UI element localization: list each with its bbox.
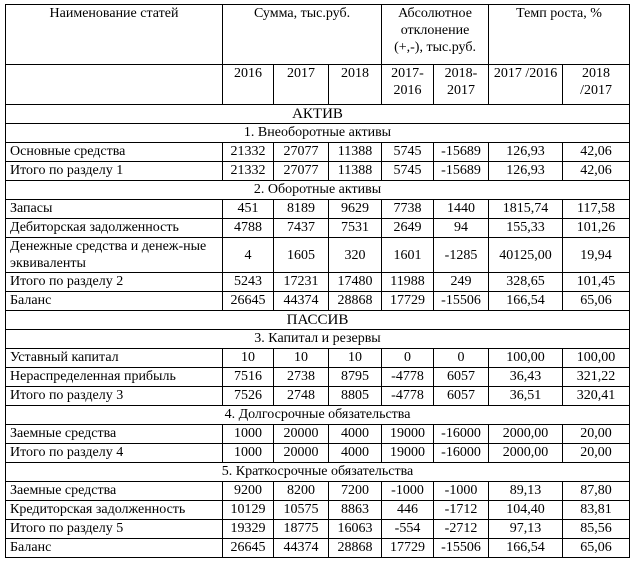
subsection-title: 2. Оборотные активы — [6, 181, 630, 200]
cell-value: 2000,00 — [489, 425, 563, 444]
cell-value: 9200 — [223, 482, 274, 501]
cell-value: 5243 — [223, 273, 274, 292]
cell-value: 2649 — [382, 219, 434, 238]
cell-value: 8795 — [329, 368, 382, 387]
section-title: АКТИВ — [6, 105, 630, 124]
header-name: Наименование статей — [6, 5, 223, 65]
cell-value: 17480 — [329, 273, 382, 292]
cell-value: 166,54 — [489, 539, 563, 558]
cell-value: 10 — [223, 349, 274, 368]
cell-value: 42,06 — [563, 162, 630, 181]
header-sum: Сумма, тыс.руб. — [223, 5, 382, 65]
cell-value: 1440 — [434, 200, 489, 219]
table-row — [6, 219, 630, 238]
header-year: 2016 — [223, 65, 274, 105]
table-row — [6, 501, 630, 520]
table-body — [6, 105, 630, 558]
cell-value: 4000 — [329, 444, 382, 463]
cell-value: 21332 — [223, 162, 274, 181]
header-abs-period: 2017-2016 — [382, 65, 434, 105]
cell-value: 1000 — [223, 444, 274, 463]
subsection-title: 5. Краткосрочные обязательства — [6, 463, 630, 482]
cell-value: 36,43 — [489, 368, 563, 387]
cell-value: 1815,74 — [489, 200, 563, 219]
subsection-title: 1. Внеоборотные активы — [6, 124, 630, 143]
cell-value: -1712 — [434, 501, 489, 520]
cell-value: 0 — [382, 349, 434, 368]
cell-value: 8863 — [329, 501, 382, 520]
cell-value: 8189 — [274, 200, 329, 219]
cell-value: 27077 — [274, 143, 329, 162]
cell-value: -4778 — [382, 387, 434, 406]
section-header-row — [6, 124, 630, 143]
cell-value: 65,06 — [563, 292, 630, 311]
section-header-row — [6, 105, 630, 124]
cell-value: 7437 — [274, 219, 329, 238]
header-abs-period: 2018-2017 — [434, 65, 489, 105]
cell-value: -16000 — [434, 444, 489, 463]
cell-value: 320,41 — [563, 387, 630, 406]
cell-value: 126,93 — [489, 162, 563, 181]
cell-value: 20,00 — [563, 425, 630, 444]
cell-value: 20000 — [274, 444, 329, 463]
cell-value: 8200 — [274, 482, 329, 501]
header-year: 2018 — [329, 65, 382, 105]
cell-value: -16000 — [434, 425, 489, 444]
cell-value: 1605 — [274, 238, 329, 273]
header-growth-rate: Темп роста, % — [489, 5, 630, 65]
cell-value: 85,56 — [563, 520, 630, 539]
section-header-row — [6, 311, 630, 330]
cell-value: 7516 — [223, 368, 274, 387]
cell-value: -1000 — [382, 482, 434, 501]
cell-value: 446 — [382, 501, 434, 520]
cell-value: 17729 — [382, 539, 434, 558]
table-row — [6, 162, 630, 181]
table-row — [6, 368, 630, 387]
cell-value: 19329 — [223, 520, 274, 539]
cell-value: 451 — [223, 200, 274, 219]
cell-value: 27077 — [274, 162, 329, 181]
cell-value: 6057 — [434, 368, 489, 387]
subsection-title: 4. Долгосрочные обязательства — [6, 406, 630, 425]
header-name-empty — [6, 65, 223, 105]
section-header-row — [6, 181, 630, 200]
table-row — [6, 292, 630, 311]
section-header-row — [6, 463, 630, 482]
row-label: Итого по разделу 3 — [6, 387, 223, 406]
cell-value: 320 — [329, 238, 382, 273]
cell-value: 6057 — [434, 387, 489, 406]
cell-value: 100,00 — [489, 349, 563, 368]
row-label: Основные средства — [6, 143, 223, 162]
row-label: Итого по разделу 4 — [6, 444, 223, 463]
cell-value: 5745 — [382, 143, 434, 162]
cell-value: 26645 — [223, 539, 274, 558]
cell-value: -2712 — [434, 520, 489, 539]
cell-value: 7738 — [382, 200, 434, 219]
cell-value: 97,13 — [489, 520, 563, 539]
cell-value: 40125,00 — [489, 238, 563, 273]
table-row — [6, 200, 630, 219]
row-label: Итого по разделу 2 — [6, 273, 223, 292]
section-header-row — [6, 330, 630, 349]
cell-value: -1000 — [434, 482, 489, 501]
cell-value: -15506 — [434, 292, 489, 311]
cell-value: 7531 — [329, 219, 382, 238]
row-label: Уставный капитал — [6, 349, 223, 368]
cell-value: 328,65 — [489, 273, 563, 292]
row-label: Кредиторская задолженность — [6, 501, 223, 520]
cell-value: -554 — [382, 520, 434, 539]
cell-value: 28868 — [329, 539, 382, 558]
row-label: Баланс — [6, 539, 223, 558]
cell-value: 11988 — [382, 273, 434, 292]
cell-value: 249 — [434, 273, 489, 292]
cell-value: 4788 — [223, 219, 274, 238]
cell-value: 7200 — [329, 482, 382, 501]
cell-value: 2748 — [274, 387, 329, 406]
subsection-title: 3. Капитал и резервы — [6, 330, 630, 349]
cell-value: 20000 — [274, 425, 329, 444]
cell-value: 17231 — [274, 273, 329, 292]
cell-value: 7526 — [223, 387, 274, 406]
row-label: Заемные средства — [6, 425, 223, 444]
section-title: ПАССИВ — [6, 311, 630, 330]
table-row — [6, 520, 630, 539]
table-row — [6, 143, 630, 162]
cell-value: 4 — [223, 238, 274, 273]
cell-value: 321,22 — [563, 368, 630, 387]
balance-analysis-table — [5, 4, 630, 558]
cell-value: 19000 — [382, 425, 434, 444]
cell-value: 89,13 — [489, 482, 563, 501]
header-year: 2017 — [274, 65, 329, 105]
cell-value: 2738 — [274, 368, 329, 387]
table-row — [6, 482, 630, 501]
cell-value: 10 — [274, 349, 329, 368]
header-abs-deviation: Абсолютное отклонение (+,-), тыс.руб. — [382, 5, 489, 65]
cell-value: 87,80 — [563, 482, 630, 501]
row-label: Нераспределенная прибыль — [6, 368, 223, 387]
cell-value: 166,54 — [489, 292, 563, 311]
table-row — [6, 273, 630, 292]
section-header-row — [6, 406, 630, 425]
cell-value: 8805 — [329, 387, 382, 406]
cell-value: -1285 — [434, 238, 489, 273]
cell-value: 10 — [329, 349, 382, 368]
cell-value: 0 — [434, 349, 489, 368]
cell-value: 1601 — [382, 238, 434, 273]
cell-value: 4000 — [329, 425, 382, 444]
cell-value: 44374 — [274, 292, 329, 311]
cell-value: 10129 — [223, 501, 274, 520]
cell-value: 17729 — [382, 292, 434, 311]
cell-value: 101,45 — [563, 273, 630, 292]
table-row — [6, 349, 630, 368]
cell-value: 94 — [434, 219, 489, 238]
row-label: Дебиторская задолженность — [6, 219, 223, 238]
table-row — [6, 238, 630, 273]
cell-value: 42,06 — [563, 143, 630, 162]
cell-value: 100,00 — [563, 349, 630, 368]
row-label: Заемные средства — [6, 482, 223, 501]
cell-value: 117,58 — [563, 200, 630, 219]
table-row — [6, 425, 630, 444]
cell-value: -15689 — [434, 143, 489, 162]
cell-value: 101,26 — [563, 219, 630, 238]
row-label: Запасы — [6, 200, 223, 219]
cell-value: 16063 — [329, 520, 382, 539]
cell-value: 1000 — [223, 425, 274, 444]
cell-value: 83,81 — [563, 501, 630, 520]
cell-value: 18775 — [274, 520, 329, 539]
row-label: Итого по разделу 5 — [6, 520, 223, 539]
cell-value: -4778 — [382, 368, 434, 387]
cell-value: 155,33 — [489, 219, 563, 238]
table-row — [6, 387, 630, 406]
cell-value: 10575 — [274, 501, 329, 520]
cell-value: 2000,00 — [489, 444, 563, 463]
cell-value: 104,40 — [489, 501, 563, 520]
cell-value: 44374 — [274, 539, 329, 558]
cell-value: 26645 — [223, 292, 274, 311]
header-growth-period: 2018 /2017 — [563, 65, 630, 105]
row-label: Денежные средства и денеж-ные эквиваленты — [6, 238, 223, 273]
cell-value: 126,93 — [489, 143, 563, 162]
cell-value: 5745 — [382, 162, 434, 181]
cell-value: 28868 — [329, 292, 382, 311]
table-row — [6, 539, 630, 558]
cell-value: 21332 — [223, 143, 274, 162]
table-row — [6, 444, 630, 463]
cell-value: 11388 — [329, 143, 382, 162]
cell-value: 9629 — [329, 200, 382, 219]
row-label: Итого по разделу 1 — [6, 162, 223, 181]
cell-value: 20,00 — [563, 444, 630, 463]
cell-value: 19000 — [382, 444, 434, 463]
cell-value: 19,94 — [563, 238, 630, 273]
row-label: Баланс — [6, 292, 223, 311]
cell-value: 36,51 — [489, 387, 563, 406]
header-growth-period: 2017 /2016 — [489, 65, 563, 105]
cell-value: -15689 — [434, 162, 489, 181]
cell-value: 65,06 — [563, 539, 630, 558]
cell-value: 11388 — [329, 162, 382, 181]
cell-value: -15506 — [434, 539, 489, 558]
